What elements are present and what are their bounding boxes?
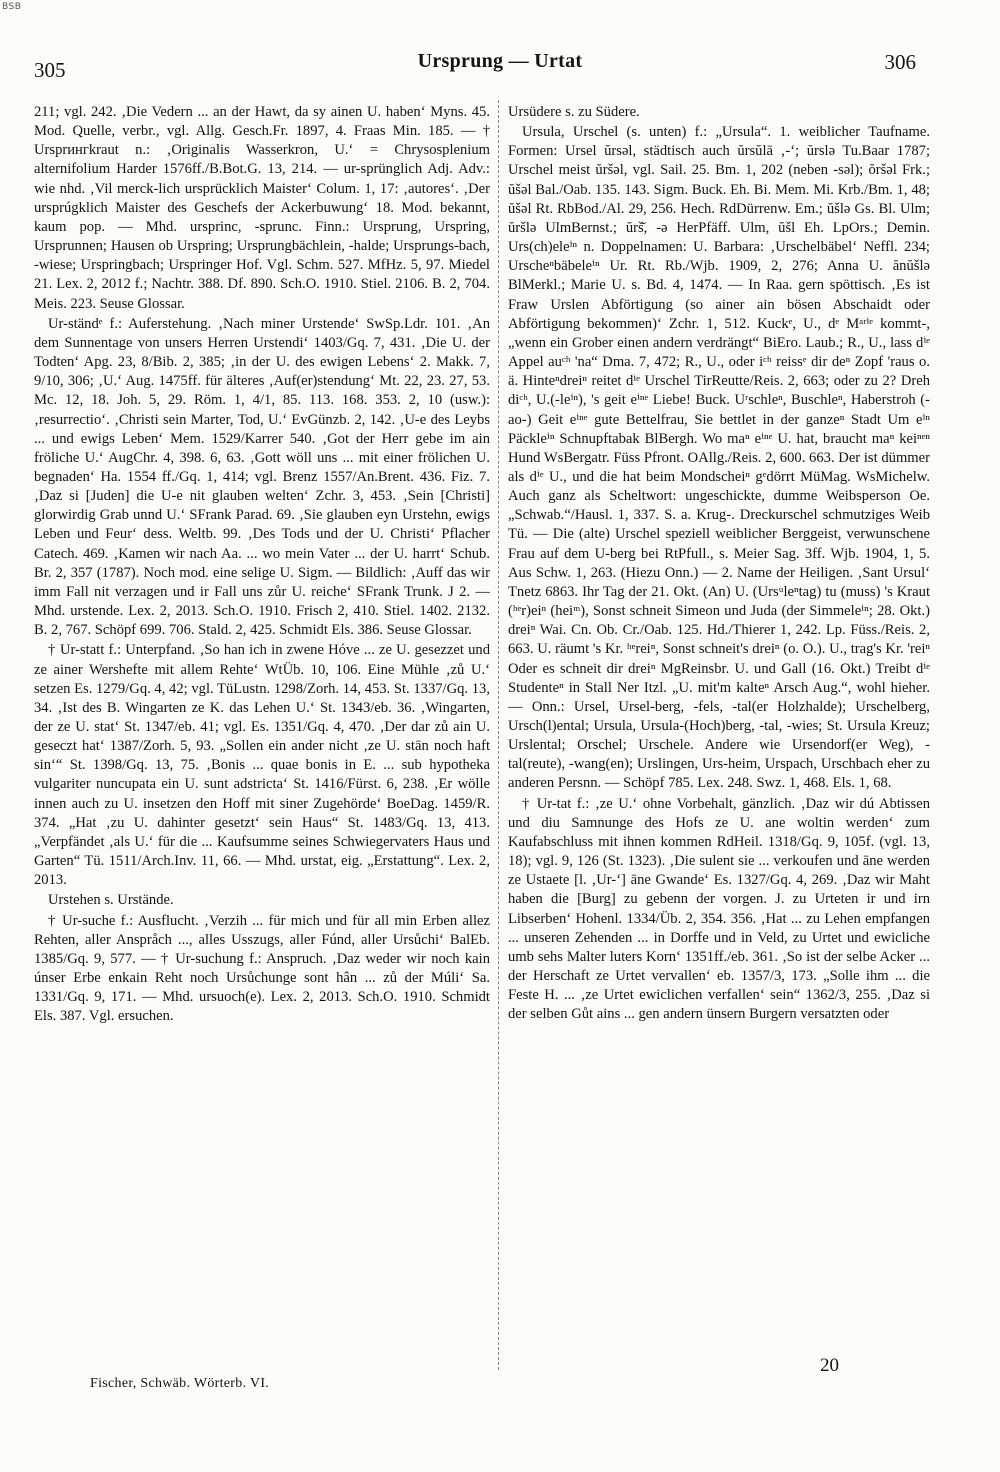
page-number-right: 306 <box>884 50 916 74</box>
right-column <box>508 103 930 1026</box>
entry-paragraph: 211; vgl. 242. ‚Die Vedern ... an der Hawt, da sy ainen U. haben‘ Myns. 45. Mod. Quelle, verbr., vgl. Allg. Gesch.Fr. 1897, 4. Fraas Min. 185. — † Ursprингkraut n.: ‚Originalis Wasserkron, U.‘ = Chrysosplenium alternifolium Harder 1576ff./B.Bot.G. 13, 214. — ur-sprünglich Adj. Adv.: wie nhd. ‚Vil merck-lich ursprücklich Maister‘ Colum. 1, 17: ‚autores‘. ‚Der ursprúgklich Maister des Geschefs der Ackerbuwung‘ 18. Mod. bekannt, kaum pop. — Mhd. ursprinc, -sprunc. Finn.: Ursprung, Urspring, Ursprunnen; Hausen ob Urspring; Ursprungbächlein, -halde; Ursprungs-bach, -wiese; Urspringbach; Urspringer Hof. Vgl. Schm. 527. MfHz. 5, 97. Miedel 21. Lex. 2, 2012 f.; Nachtr. 388. Df. 890. Sch.O. 1910. Stiel. 2106. B. 2, 704. Meis. 223. Seuse Glossar. <box>34 104 490 312</box>
column-divider <box>498 100 499 1370</box>
entry-paragraph: Urstehen s. Urstände. <box>48 892 174 909</box>
page-number-left: 305 <box>34 58 66 82</box>
entry-paragraph: † Ur-suche f.: Ausflucht. ‚Verzih ... für mich und für all min Erben allez Rehten, aller Anspråch ..., alles Usszugs, aller Fúnd, aller Ursůchi‘ BalEb. 1385/Gq. 9, 577. — † Ur-suchung f.: Anspruch. ‚Daz weder wir noch kain únser Erbe enkain Reht noch Ursůchunge sont hân ... zů der Múli‘ Sa. 1331/Gq. 9, 171. — Mhd. ursuoch(e). Lex. 2, 2013. Sch.O. 1910. Schmidt Els. 387. Vgl. ersuchen. <box>34 912 490 1025</box>
page-header <box>0 46 1000 82</box>
page-title: Ursprung — Urtat <box>417 50 583 72</box>
library-stamp: BSB <box>2 2 22 12</box>
entry-paragraph: † Ur-statt f.: Unterpfand. ‚So han ich in zwene Hóve ... ze U. gesezzet und ze ainer Wersheftе mit allem Rehte‘ WtÜb. 10, 106. Eine Mühle ‚zů U.‘ setzen Es. 1279/Gq. 4, 42; vgl. TüLustn. 1298/Zorh. 14, 453. St. 1337/Gq. 13, 34. ‚Ist des B. Wingarten ze K. das Lehen U.‘ St. 1343/eb. 36. ‚Wingarten, der ze U. stat‘ St. 1347/eb. 41; vgl. Es. 1351/Gq. 4, 470. ‚Der dar zů ain U. geseczt hat‘ 1387/Zorh. 5, 93. „Sollen ein ander nicht ‚ze U. stān noch haft sin‘“ St. 1398/Gq. 13, 75. ‚Bonis ... quae bonis in E. ... sub hypotheka vulgariter nuncupata ein U. sunt adstricta‘ St. 1416/Fürst. 6, 238. ‚Er wölle innen auch zu U. insetzen den Hoff mit siner Zugehörde‘ BoeDag. 1459/R. 374. „Hat ‚zu U. dahinter gesetzt‘ sein Haus“ St. 1483/Gq. 13, 413. „Verpfändet ‚als U.‘ für die ... Kaufsumme seines Schwiegervaters Haus und Garten“ Tü. 1511/Arch.Inv. 11, 66. — Mhd. urstat, eig. „Erstattung“. Lex. 2, 2013. <box>34 642 490 889</box>
entry-paragraph: † Ur-tat f.: ‚ze U.‘ ohne Vorbehalt, gänzlich. ‚Daz wir dú Abtissen und diu Samnunge des Hofs ze U. ane woltin werden‘ zum Kaufabschluss mit ihnen kommen RdHeil. 1318/Gq. 9, 105f. (vgl. 13, 18); vgl. 9, 126 (St. 1323). ‚Die sulent sie ... verkoufen und āne werden ze Ustaete [l. ‚Ur-‘] āne Gwande‘ Es. 1327/Gq. 4, 269. ‚Daz wir Maht haben die [Burg] zu gebenn der vorgen. J. zu Urteten ir und irn Libserben‘ Hohenl. 1334/Üb. 2, 354. 356. ‚Hat ... zu Lehen empfangen ... unseren Zehenden ... in Dorffe und in Veld, zu Urtet und ewicliche umb sehs Malter luters Korn‘ 1351ff./eb. 361. ‚So ist der selbe Acker ... der Herschaft ze Urtet vervallen‘ eb. 1357/3, 173. „Solle ihm ... die Feste H. ... ‚ze Urtet ewiclichen verfallen‘ sein“ 1362/3, 255. ‚Daz si der selben Gůt ains ... gen andern ünsern Burgern versatzten oder <box>508 795 930 1023</box>
left-column <box>34 103 490 1028</box>
entry-paragraph: Ursula, Urschel (s. unten) f.: „Ursula“. 1. weiblicher Taufname. Formen: Ursel ŭrsəl, städtisch auch ŭrsŭlā ‚-‘; ŭrslə Tu.Baar 1787; Urschel meist ŭršəl, vgl. Sail. 25. Bm. 1, 202 (neben -səl); ŏršəl Frk.; ŭšəl Bal./Oab. 135. 143. Sigm. Buck. Eh. Bi. Mem. Mi. Krb./Bm. 1, 48; ŭšəl Rt. RbBod./Al. 29, 256. Hech. RdDürrenw. Em.; ŭšlə Gs. Bl. Ulm; ŭršlə UlmBernst.; ŭrš̆, -ə HerPfäff. Ulm, ŭšl Eh. LpOrs.; Demin. Urs(ch)eleⁱⁿ n. Doppelnamen: U. Barbara: ‚Urschelbäbel‘ Neffl. 234; Urscheⁿbäbeleⁱⁿ Ur. Rt. Rb./Wjb. 1909, 2, 276; Anna U. ănŭšlə BlMerkl.; Marie U. s. Bd. 4, 1474. — In Raa. gern spöttisch. ‚Es ist Fraw Urslen Abförtigung (so ainer ain bösen Abschaidt oder Abförtigung bekommen)‘ Zchr. 1, 512. Kuckᵉ, U., dᵉ Mᵃʳⁱᵉ kommt-,„wenn ein Grober einen andern verdrängt“ BiEro. Laub.; R., U., lass dⁱᵉ Appel auᶜʰ 'na“ Dma. 7, 472; R., U., oder iᶜʰ reissᵉ dir deⁿ Zopf 'raus o. ä. Hinteⁿdreiⁿ reitet dⁱᵉ Urschel TirReutte/Reis. 2, 663; oder zu 2? Dreh diᶜʰ, U.(-leⁱⁿ), 's geit eⁱⁿᵉ Liebe! Buck. Uʳschleⁿ, Buschleⁿ, Haberstroh (-ao-) Geit eⁱⁿᵉ gute Bettelfrau, Sie bettlet in der ganzeⁿ Stadt Um eⁱⁿ Päckleⁱⁿ Schnupftabak BlBergh. Wo maⁿ eⁱⁿᵉ U. hat, braucht maⁿ keiⁿᵉⁿ Hund WsBergatr. Füss Pfront. OAllg./Reis. 2, 600. 663. Der ist dümmer als dⁱᵉ U., und die hat beim Mondscheiⁿ gᵉdörrt MüMag. WsMichelw. Auch ganz als Scheltwort: ungeschickte, dumme Weibsperson Oe. „Schwab.“/Hausl. 1, 337. S. a. Krug-. Dreckurschel schmutziges Weib Tü. — Die (alte) Urschel speziell weiblicher Berggeist, verwunschene Frau auf dem U-berg bei RtPfull., s. Meier Sag. 3ff. Wjb. 1904, 1, 5. Aus Schw. 1, 263. (Hiezu Onn.) — 2. Name der Heiligen. ‚Sant Ursul‘ Tnetz 6863. Ihr Tag der 21. Okt. (An) U. (Ursᵘleⁿtag) tu (muss) 's Kraut (ʰᵉr)eiⁿ (heiᵐ), Sonst schneit Simeon und Juda (der Simmeleⁱⁿ; 28. Okt.) dreiⁿ Wai. Cn. Ob. Cr./Oab. 125. Hd./Thierer 1, 242. Lp. Füss./Reis. 2, 663. U. räumt 's Kr. ʰᵉreiⁿ, Sonst schneit's dreiⁿ (o. O.). U., trag's Kr. 'reiⁿ Oder es schneit dir dreiⁿ MgReinsbr. U. und Gall (16. Okt.) Treibt dⁱᵉ Studenteⁿ in Stall Ner Itzl. „U. mit'm kalteⁿ Arsch Aug.“, wohl hieher. — Onn.: Ursel, Ursel-berg, -fels, -tal(er Holzhalde); Urschelberg, Ursch(l)ental; Ursula, Ursula-(Hoch)berg, -tal, -wies; St. Ursula Kreuz; Urslental; Orschel; Urschele. Andere wie Ursendorf(er Weg), -tal(reute), -wang(en); Urslingen, Urs-heim, Urspach, Urschbach eher zu anderen Persnn. — Schöpf 785. Lex. 248. Swz. 1, 468. Els. 1, 68. <box>508 124 930 792</box>
signature-mark: 20 <box>820 1355 839 1376</box>
publisher-footer: Fischer, Schwäb. Wörterb. VI. <box>90 1376 270 1391</box>
entry-paragraph: Ursüdere s. zu Südere. <box>508 104 640 120</box>
entry-paragraph: Ur-ständᵉ f.: Auferstehung. ‚Nach miner Urstende‘ SwSp.Ldr. 101. ‚An dem Sunnentage von unsers Herren Urstendi‘ 1403/Gq. 7, 431. ‚Die U. der Todten‘ Apg. 23, 8/Bib. 2, 385; ‚in der U. des ewigen Lebens‘ 2. Makk. 7, 9/10, 306; ‚U.‘ Aug. 1475ff. für älteres ‚Auf(er)stendung‘ Mt. 22, 23. 27, 53. Mc. 12, 18. Joh. 5, 29. Röm. 1, 4/1, 85. 113. 168. 353. 2, 10 (usw.): ‚resurrectio‘. ‚Christi sein Marter, Tod, U.‘ EvGünzb. 2, 142. ‚U-e des Leybs ... und ewigs Leben‘ Mem. 1529/Karrer 540. ‚Got der Herr gebe im ain fröliche U.‘ AugChr. 4, 398. 6, 63. ‚Gott wöll uns ... mit einer frölichen U. begnaden‘ Ha. 1554 ff./Gq. 1, 414; vgl. Brenz 1557/An.Brent. 436. Fiz. 7. ‚Daz si [Juden] die U-e nit glauben welten‘ Zchr. 3, 453. ‚Sein [Christi] glorwirdig Grab unnd U.‘ SFrank Parad. 69. ‚Sie glauben eyn Urstehn, ewigs Leben und Feur‘ dess. Weltb. 99. ‚Des Tods und der U. Christi‘ Pflacher Catech. 469. ‚Kamen wir nach Aa. ... wo mein Vater ... der U. harrt‘ Schub. Br. 2, 357 (1787). Noch mod. eine selige U. Sigm. — Bildlich: ‚Auff das wir imm Fall nit verzagen und ir Fall uns zůr U. reiche‘ SFrank Trunk. J 2. — Mhd. urstende. Lex. 2, 2013. Sch.O. 1910. Frisch 2, 410. Stiel. 1402. 2132. B. 2, 767. Schöpf 699. 706. Stald. 2, 425. Schmidt Els. 386. Seuse Glossar. <box>34 315 490 639</box>
